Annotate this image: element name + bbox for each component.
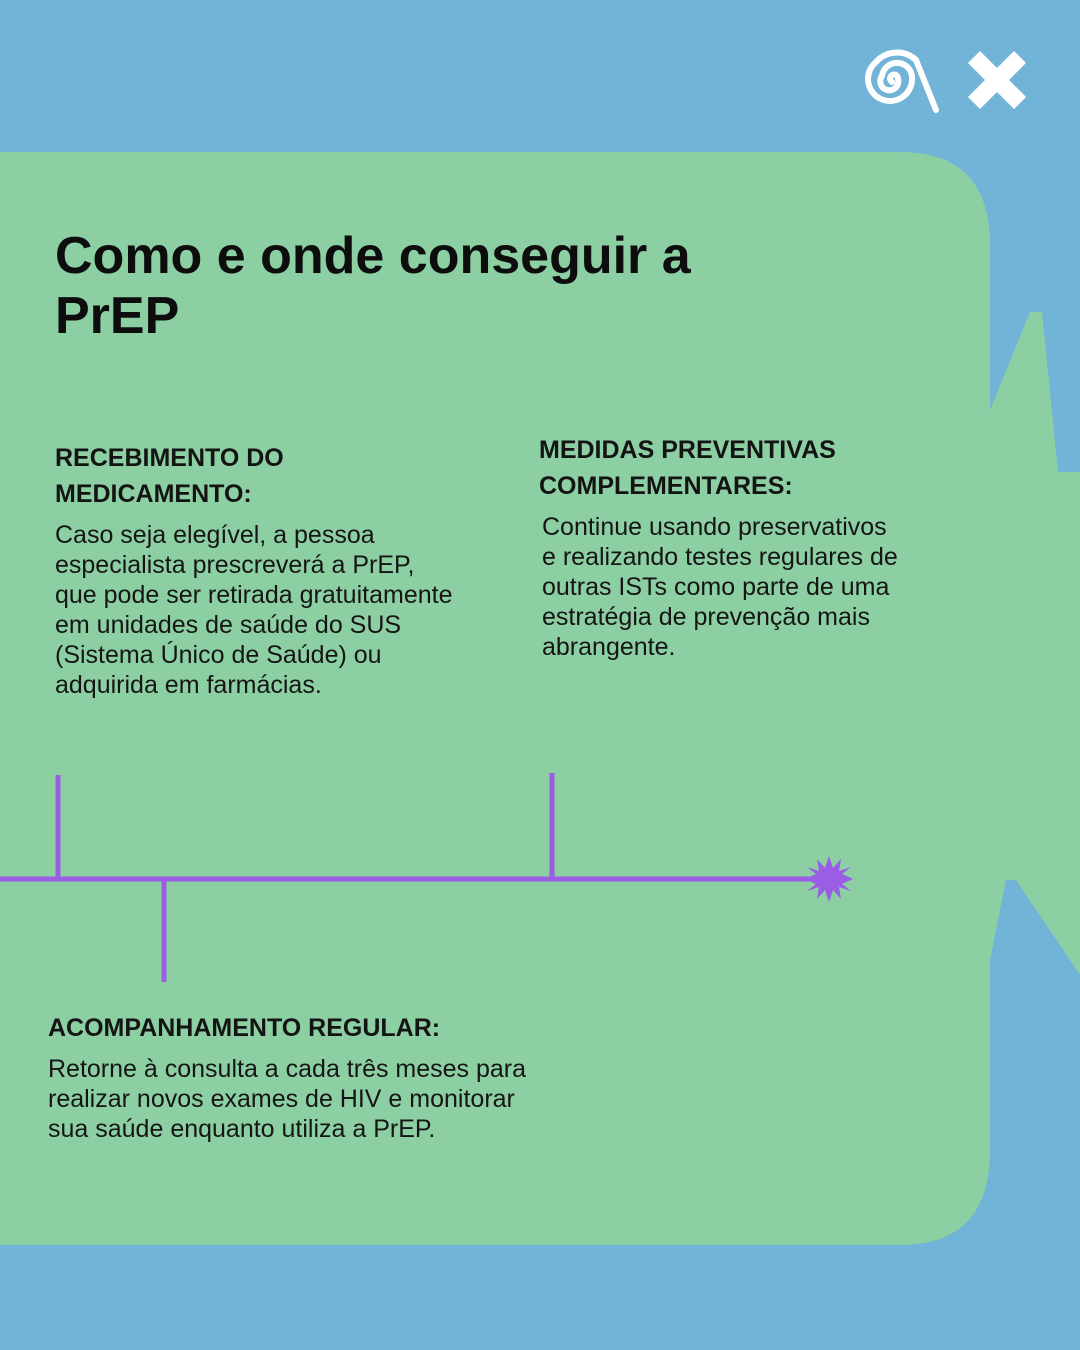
section-medidas — [539, 432, 899, 662]
x-logo-icon — [964, 47, 1030, 113]
logo-group — [852, 44, 1030, 116]
section-heading: ACOMPANHAMENTO REGULAR: — [48, 1014, 441, 1042]
section-heading: RECEBIMENTO DO MEDICAMENTO: — [55, 444, 284, 508]
section-acompanhamento — [48, 1010, 548, 1144]
section-recebimento — [55, 440, 455, 700]
page-title: Como e onde conseguir a PrEP — [55, 227, 691, 345]
section-body: Retorne à consulta a cada três meses para realizar novos exames de HIV e monitorar sua saúde enquanto utiliza a PrEP. — [48, 1055, 527, 1143]
section-body: Continue usando preservativos e realizando testes regulares de outras ISTs como parte de uma estratégia de prevenção mais abrangente. — [542, 513, 898, 661]
section-body: Caso seja elegível, a pessoa especialista prescreverá a PrEP, que pode ser retirada gratuitamente em unidades de saúde do SUS (Sistema Único de Saúde) ou adquirida em farmácias. — [55, 521, 453, 699]
section-heading: MEDIDAS PREVENTIVAS COMPLEMENTARES: — [539, 436, 836, 500]
spiral-logo-icon — [852, 44, 940, 116]
